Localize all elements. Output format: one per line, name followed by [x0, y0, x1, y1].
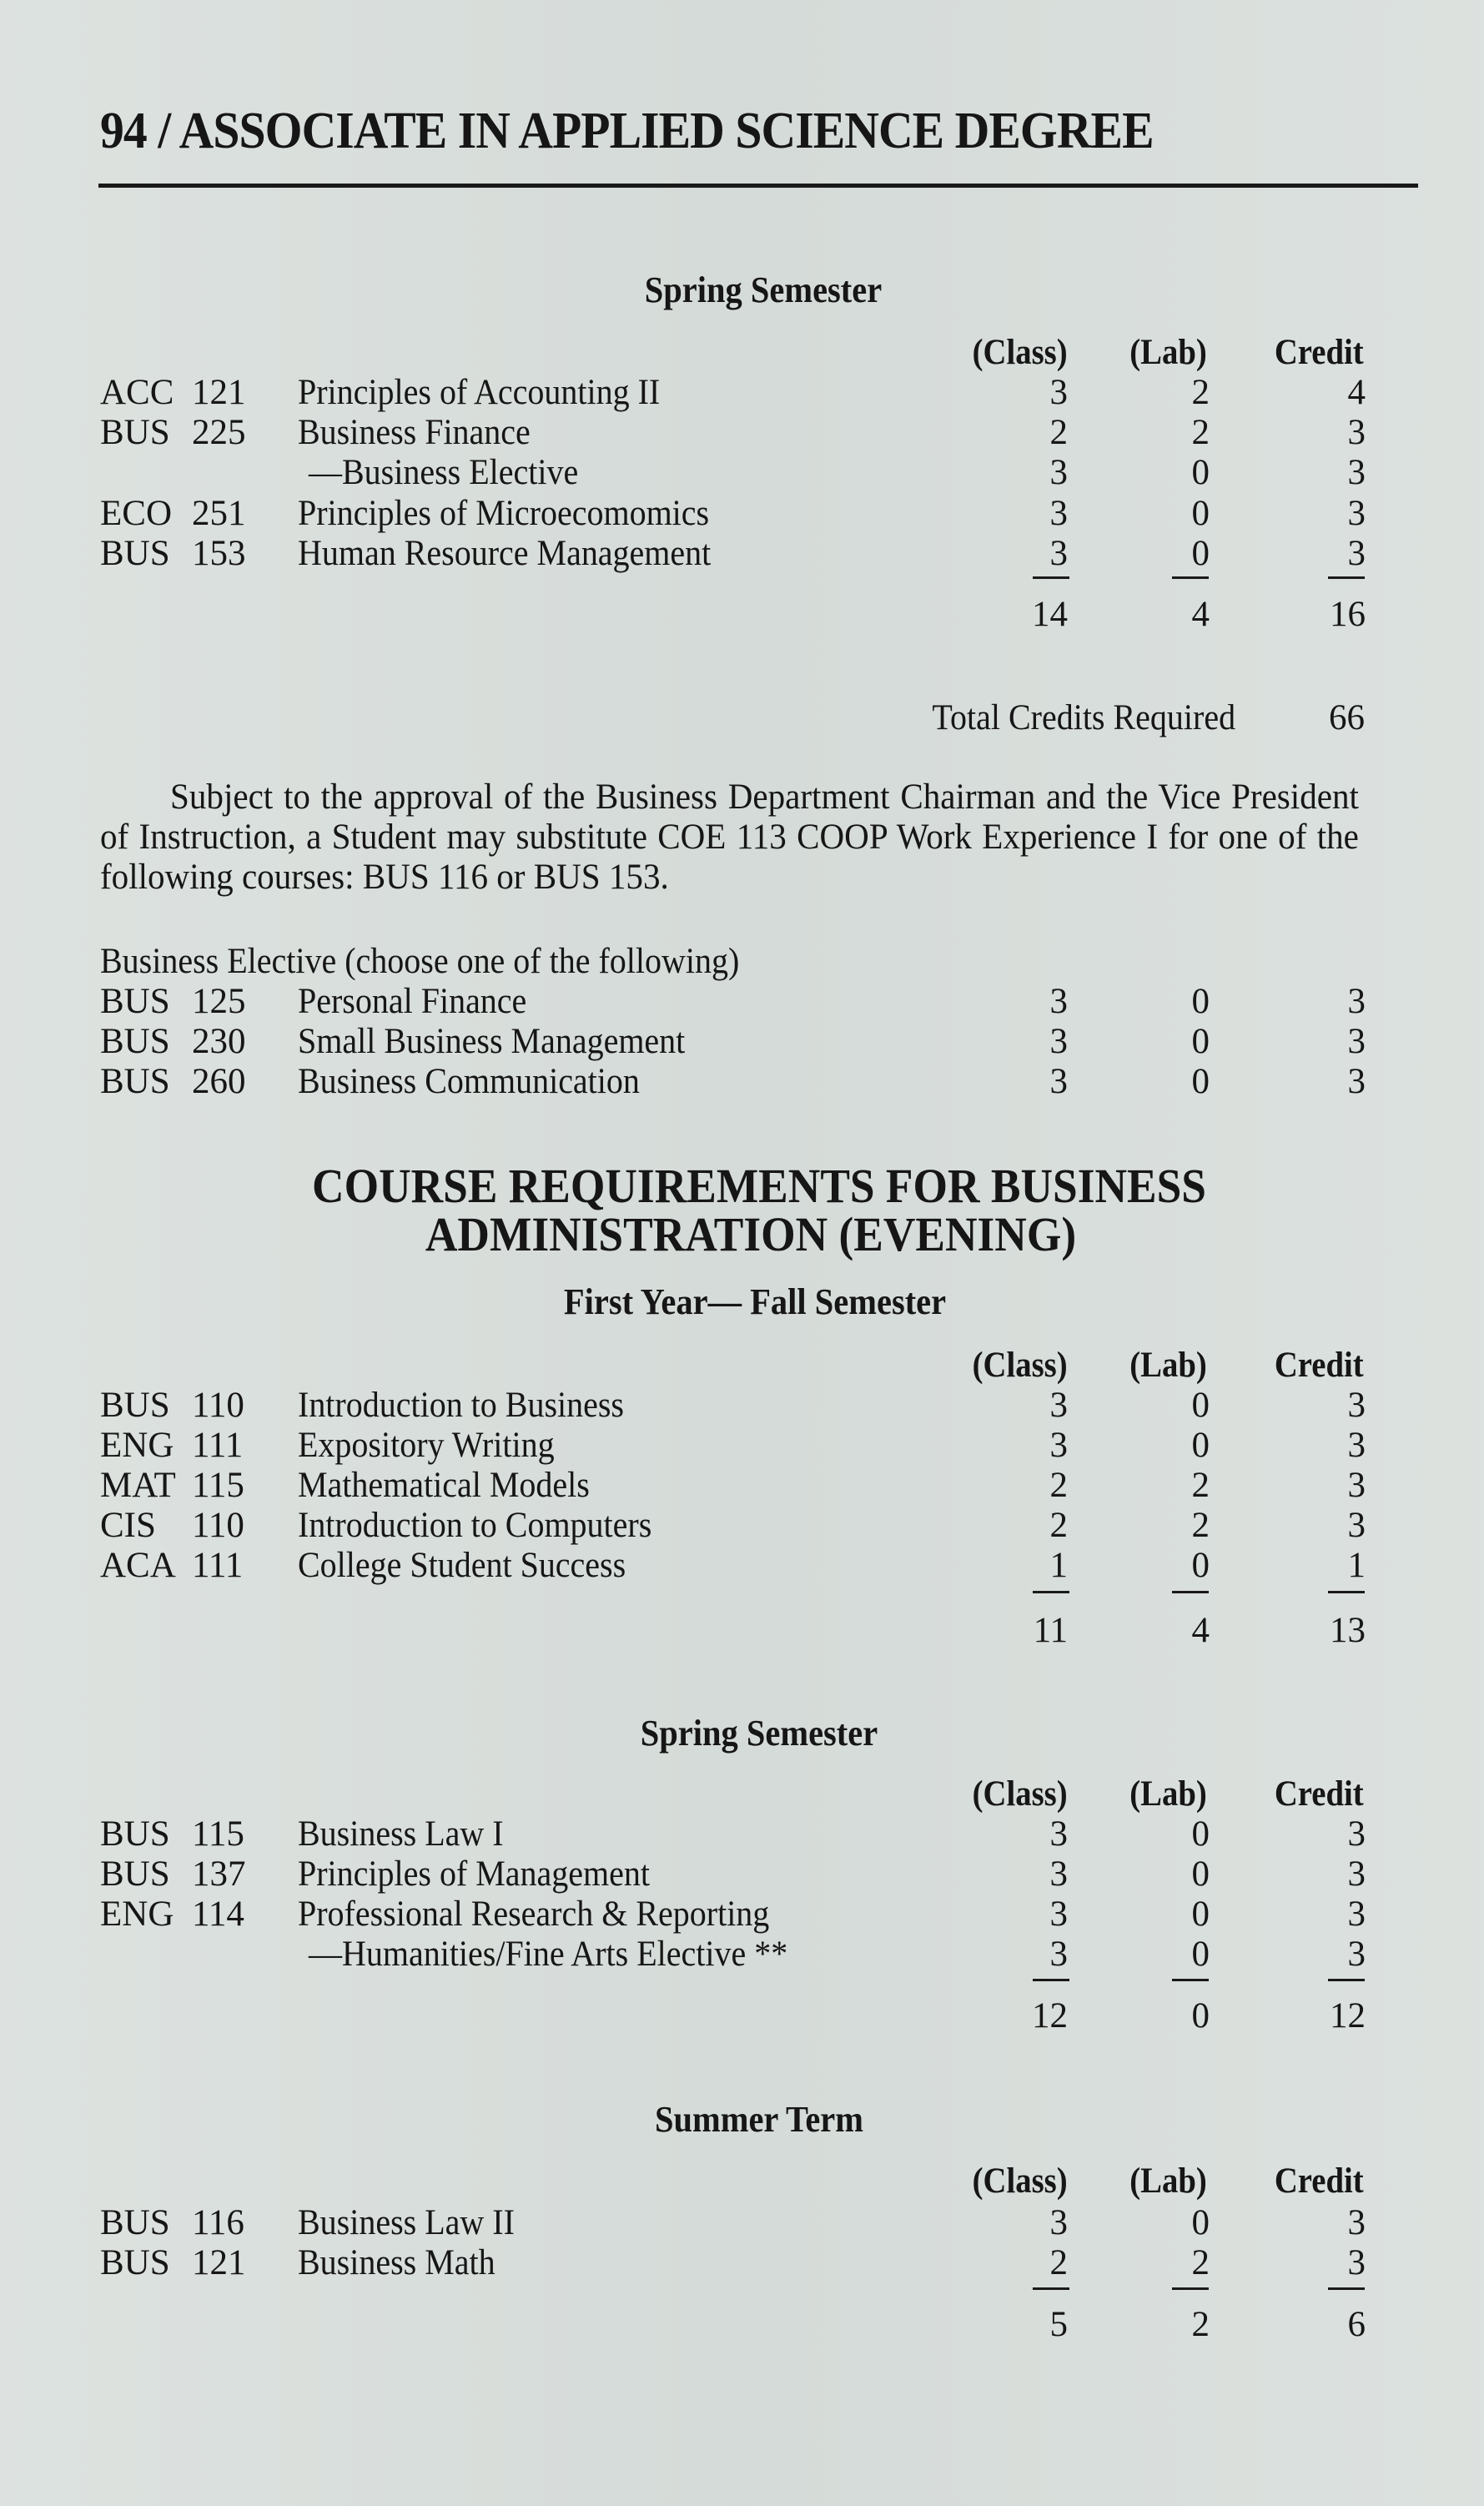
col-head-lab: (Lab) [1129, 1346, 1207, 1385]
class-hours: 3 [1049, 494, 1068, 533]
total-class: 12 [1032, 1996, 1068, 2035]
course-code: BUS [100, 413, 170, 452]
course-code: ACC [100, 373, 174, 412]
course-title: Principles of Management [298, 1854, 651, 1894]
sum-rule [1328, 1979, 1365, 1981]
col-head-lab: (Lab) [1129, 1774, 1207, 1814]
table-row [0, 372, 1484, 412]
lab-hours: 0 [1191, 1895, 1210, 1934]
course-number: 114 [192, 1895, 244, 1934]
class-hours: 3 [1049, 1895, 1068, 1934]
course-code: BUS [100, 1386, 170, 1425]
section-title-spring: Spring Semester [644, 269, 883, 310]
col-head-lab: (Lab) [1129, 333, 1207, 372]
course-number: 121 [192, 373, 246, 412]
course-code: ENG [100, 1895, 174, 1934]
course-title: Business Law II [298, 2203, 515, 2242]
credit-hours: 4 [1347, 373, 1366, 412]
course-title: —Business Elective [309, 453, 579, 492]
course-code: BUS [100, 534, 170, 573]
table-row [0, 1505, 1484, 1545]
substitution-note: Subject to the approval of the Business Department Chairman and the Vice President of Instruction, a Student may substitute COE 113 COOP Work Experience I for one of the following courses: BUS 116 or BUS 153. [100, 777, 1359, 897]
section-title-fall: First Year— Fall Semester [563, 1281, 947, 1322]
col-head-class: (Class) [973, 333, 1068, 372]
course-number: 115 [192, 1466, 244, 1505]
lab-hours: 0 [1191, 1854, 1210, 1894]
col-head-class: (Class) [973, 1774, 1068, 1814]
class-hours: 3 [1049, 1426, 1068, 1465]
course-title: —Humanities/Fine Arts Elective ** [309, 1935, 788, 1974]
lab-hours: 0 [1191, 1814, 1210, 1854]
class-hours: 3 [1049, 1022, 1068, 1061]
sum-rule [1172, 576, 1209, 579]
course-number: 110 [192, 1386, 244, 1425]
sum-rule [1172, 2287, 1209, 2290]
table-row [0, 1545, 1484, 1585]
table-row [0, 1425, 1484, 1465]
course-title: Mathematical Models [298, 1466, 590, 1505]
lab-hours: 0 [1191, 2203, 1210, 2242]
credit-hours: 3 [1347, 1022, 1366, 1061]
course-code: BUS [100, 1814, 170, 1854]
course-title: College Student Success [298, 1546, 626, 1585]
total-class: 5 [1049, 2305, 1068, 2344]
credit-hours: 3 [1347, 1935, 1366, 1974]
course-number: 225 [192, 413, 246, 452]
class-hours: 3 [1049, 453, 1068, 492]
credit-hours: 3 [1347, 1506, 1366, 1545]
class-hours: 2 [1049, 1466, 1068, 1505]
course-title: Business Communication [298, 1062, 640, 1101]
table-row [0, 1894, 1484, 1934]
course-number: 230 [192, 1022, 246, 1061]
credit-hours: 3 [1347, 453, 1366, 492]
class-hours: 3 [1049, 1062, 1068, 1101]
col-head-credit: Credit [1275, 333, 1364, 372]
credit-hours: 3 [1347, 494, 1366, 533]
table-row [0, 1465, 1484, 1505]
class-hours: 3 [1049, 2203, 1068, 2242]
totals-row [0, 1995, 1484, 2035]
page-header: 94 / ASSOCIATE IN APPLIED SCIENCE DEGREE [100, 103, 1154, 159]
course-code: ENG [100, 1426, 174, 1465]
credit-hours: 3 [1347, 1062, 1366, 1101]
credit-hours: 3 [1347, 413, 1366, 452]
course-code: BUS [100, 1062, 170, 1101]
total-credits-label: Total Credits Required [932, 698, 1235, 737]
table-row [0, 412, 1484, 452]
total-lab: 0 [1191, 1996, 1210, 2035]
col-head-credit: Credit [1275, 2161, 1364, 2201]
class-hours: 1 [1049, 1546, 1068, 1585]
credit-hours: 3 [1347, 1854, 1366, 1894]
lab-hours: 0 [1191, 1935, 1210, 1974]
course-title: Introduction to Business [298, 1386, 625, 1425]
credit-hours: 3 [1347, 1466, 1366, 1505]
sum-rule [1172, 1591, 1209, 1593]
lab-hours: 2 [1191, 1506, 1210, 1545]
total-credits-value: 66 [1329, 698, 1365, 737]
class-hours: 3 [1049, 534, 1068, 573]
section-title-summer: Summer Term [655, 2099, 863, 2140]
table-row [0, 533, 1484, 573]
sum-rule [1033, 1979, 1069, 1981]
class-hours: 3 [1049, 1935, 1068, 1974]
table-row [0, 1934, 1484, 1974]
course-title: Introduction to Computers [298, 1506, 652, 1545]
total-lab: 2 [1191, 2305, 1210, 2344]
class-hours: 3 [1049, 1854, 1068, 1894]
class-hours: 2 [1049, 2243, 1068, 2282]
total-class: 14 [1032, 595, 1068, 634]
class-hours: 3 [1049, 1814, 1068, 1854]
course-code: BUS [100, 982, 170, 1021]
sum-rule [1033, 1591, 1069, 1593]
class-hours: 3 [1049, 982, 1068, 1021]
course-title: Expository Writing [298, 1426, 555, 1465]
course-code: BUS [100, 2243, 170, 2282]
lab-hours: 0 [1191, 982, 1210, 1021]
credit-hours: 3 [1347, 1895, 1366, 1934]
course-title: Business Finance [298, 413, 531, 452]
course-number: 125 [192, 982, 246, 1021]
class-hours: 2 [1049, 1506, 1068, 1545]
credit-hours: 1 [1347, 1546, 1366, 1585]
course-title: Personal Finance [298, 982, 527, 1021]
credit-hours: 3 [1347, 1386, 1366, 1425]
total-credit: 12 [1330, 1996, 1366, 2035]
course-title: Small Business Management [298, 1022, 686, 1061]
course-number: 260 [192, 1062, 246, 1101]
class-hours: 3 [1049, 373, 1068, 412]
total-credit: 6 [1347, 2305, 1366, 2344]
col-head-class: (Class) [973, 2161, 1068, 2201]
course-title: Principles of Microecomomics [298, 494, 710, 533]
evening-title-line2: ADMINISTRATION (EVENING) [425, 1207, 1077, 1261]
lab-hours: 2 [1191, 1466, 1210, 1505]
totals-row [0, 2304, 1484, 2344]
credit-hours: 3 [1347, 982, 1366, 1021]
lab-hours: 0 [1191, 494, 1210, 533]
business-elective-label: Business Elective (choose one of the following) [100, 942, 740, 981]
course-number: 115 [192, 1814, 244, 1854]
course-title: Business Law I [298, 1814, 504, 1854]
sum-rule [1328, 1591, 1365, 1593]
course-number: 116 [192, 2203, 244, 2242]
col-head-credit: Credit [1275, 1346, 1364, 1385]
course-title: Business Math [298, 2243, 496, 2282]
lab-hours: 2 [1191, 413, 1210, 452]
table-row [0, 493, 1484, 533]
evening-title-line1: COURSE REQUIREMENTS FOR BUSINESS [312, 1159, 1206, 1213]
course-code: BUS [100, 1854, 170, 1894]
course-number: 251 [192, 494, 246, 533]
table-row [0, 1061, 1484, 1101]
lab-hours: 0 [1191, 453, 1210, 492]
sum-rule [1172, 1979, 1209, 1981]
lab-hours: 2 [1191, 2243, 1210, 2282]
course-code: BUS [100, 2203, 170, 2242]
course-number: 137 [192, 1854, 246, 1894]
course-number: 110 [192, 1506, 244, 1545]
totals-row [0, 594, 1484, 634]
table-row [0, 1385, 1484, 1425]
credit-hours: 3 [1347, 2243, 1366, 2282]
lab-hours: 0 [1191, 1546, 1210, 1585]
total-lab: 4 [1191, 1611, 1210, 1650]
class-hours: 3 [1049, 1386, 1068, 1425]
course-number: 121 [192, 2243, 246, 2282]
course-title: Principles of Accounting II [298, 373, 661, 412]
table-row [0, 981, 1484, 1021]
table-row [0, 1021, 1484, 1061]
credit-hours: 3 [1347, 2203, 1366, 2242]
credit-hours: 3 [1347, 1426, 1366, 1465]
col-head-credit: Credit [1275, 1774, 1364, 1814]
credit-hours: 3 [1347, 1814, 1366, 1854]
course-number: 153 [192, 534, 246, 573]
course-code: MAT [100, 1466, 176, 1505]
table-row [0, 2242, 1484, 2282]
sum-rule [1033, 576, 1069, 579]
sum-rule [1033, 2287, 1069, 2290]
lab-hours: 0 [1191, 1426, 1210, 1465]
totals-row [0, 1610, 1484, 1650]
lab-hours: 0 [1191, 1062, 1210, 1101]
table-row [0, 2202, 1484, 2242]
lab-hours: 2 [1191, 373, 1210, 412]
col-head-lab: (Lab) [1129, 2161, 1207, 2201]
total-credit: 13 [1330, 1611, 1366, 1650]
sum-rule [1328, 2287, 1365, 2290]
table-row [0, 1814, 1484, 1854]
col-head-class: (Class) [973, 1346, 1068, 1385]
lab-hours: 0 [1191, 534, 1210, 573]
section-title-evening-spring: Spring Semester [640, 1713, 878, 1754]
course-code: CIS [100, 1506, 156, 1545]
course-code: ECO [100, 494, 172, 533]
course-title: Professional Research & Reporting [298, 1895, 770, 1934]
table-row [0, 452, 1484, 492]
total-credit: 16 [1330, 595, 1366, 634]
course-number: 111 [192, 1546, 244, 1585]
course-code: BUS [100, 1022, 170, 1061]
sum-rule [1328, 576, 1365, 579]
course-code: ACA [100, 1546, 176, 1585]
total-lab: 4 [1191, 595, 1210, 634]
header-rule [98, 184, 1418, 188]
table-row [0, 1854, 1484, 1894]
lab-hours: 0 [1191, 1386, 1210, 1425]
course-title: Human Resource Management [298, 534, 712, 573]
total-class: 11 [1033, 1611, 1068, 1650]
lab-hours: 0 [1191, 1022, 1210, 1061]
course-number: 111 [192, 1426, 244, 1465]
credit-hours: 3 [1347, 534, 1366, 573]
class-hours: 2 [1049, 413, 1068, 452]
